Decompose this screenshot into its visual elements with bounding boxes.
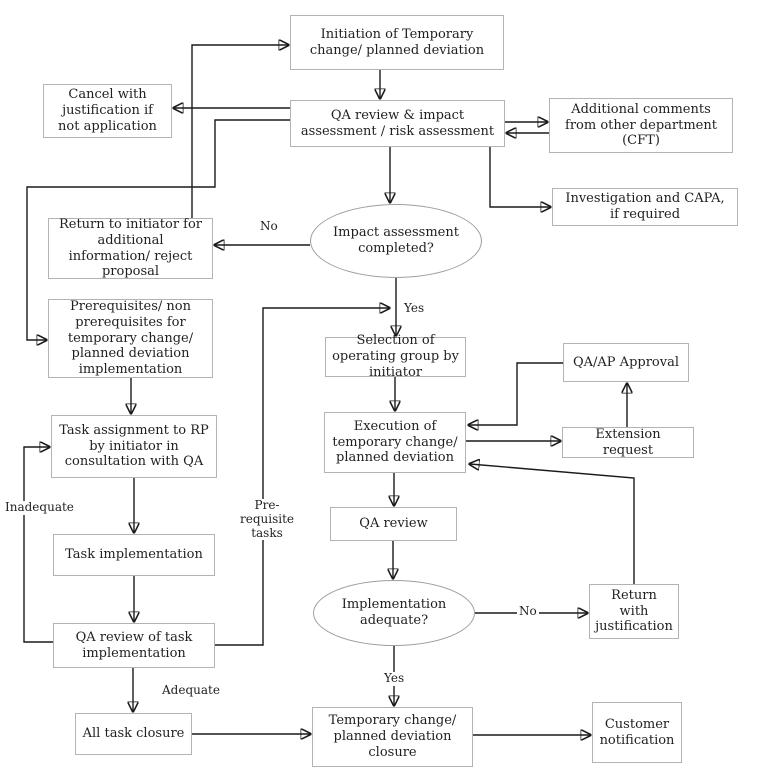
node-qa-review-task: QA review of task implementation bbox=[53, 623, 215, 668]
edge-qa-review-to-investigation-capa bbox=[490, 147, 550, 207]
edge-label-impl-yes: Yes bbox=[384, 671, 405, 685]
edge-return-justification-to-execution bbox=[470, 464, 634, 584]
decision-impact-assessment-completed: Impact assessment completed? bbox=[310, 204, 482, 278]
decision-implementation-adequate: Implementation adequate? bbox=[313, 580, 475, 646]
node-prerequisites: Prerequisites/ non prerequisites for temporary change/ planned deviation implementation bbox=[48, 299, 213, 378]
edge-label-inadequate: Inadequate bbox=[5, 500, 74, 514]
node-qa-review-impact: QA review & impact assessment / risk assessment bbox=[290, 100, 505, 147]
node-return-to-initiator: Return to initiator for additional information/ reject proposal bbox=[48, 218, 213, 279]
node-cancel: Cancel with justification if not application bbox=[43, 84, 172, 138]
edge-label-prerequisite-tasks: Pre-requisite tasks bbox=[228, 499, 306, 540]
edge-return-initiator-to-initiation bbox=[192, 45, 288, 218]
node-task-implementation: Task implementation bbox=[53, 534, 215, 576]
node-additional-comments: Additional comments from other department (CFT) bbox=[549, 98, 733, 153]
node-selection-operating-group: Selection of operating group by initiator bbox=[325, 337, 466, 377]
node-customer-notification: Customer notification bbox=[592, 702, 682, 763]
edge-label-impact-yes: Yes bbox=[404, 301, 425, 315]
node-extension-request: Extension request bbox=[562, 427, 694, 458]
node-return-with-justification: Return with justification bbox=[589, 584, 679, 639]
node-all-task-closure: All task closure bbox=[75, 713, 192, 755]
edge-label-impl-no: No bbox=[519, 604, 537, 618]
node-task-assignment: Task assignment to RP by initiator in consultation with QA bbox=[51, 415, 217, 478]
node-qa-review: QA review bbox=[330, 507, 457, 541]
edge-qa-ap-approval-to-execution bbox=[469, 363, 563, 425]
edge-inadequate-feedback bbox=[24, 447, 53, 642]
node-execution: Execution of temporary change/ planned deviation bbox=[324, 412, 466, 473]
node-initiation: Initiation of Temporary change/ planned deviation bbox=[290, 15, 504, 70]
edge-label-adequate: Adequate bbox=[162, 683, 220, 697]
node-investigation-capa: Investigation and CAPA, if required bbox=[552, 188, 738, 226]
node-qa-ap-approval: QA/AP Approval bbox=[563, 343, 689, 382]
edge-label-impact-no: No bbox=[260, 219, 278, 233]
node-closure: Temporary change/ planned deviation closure bbox=[312, 707, 473, 767]
